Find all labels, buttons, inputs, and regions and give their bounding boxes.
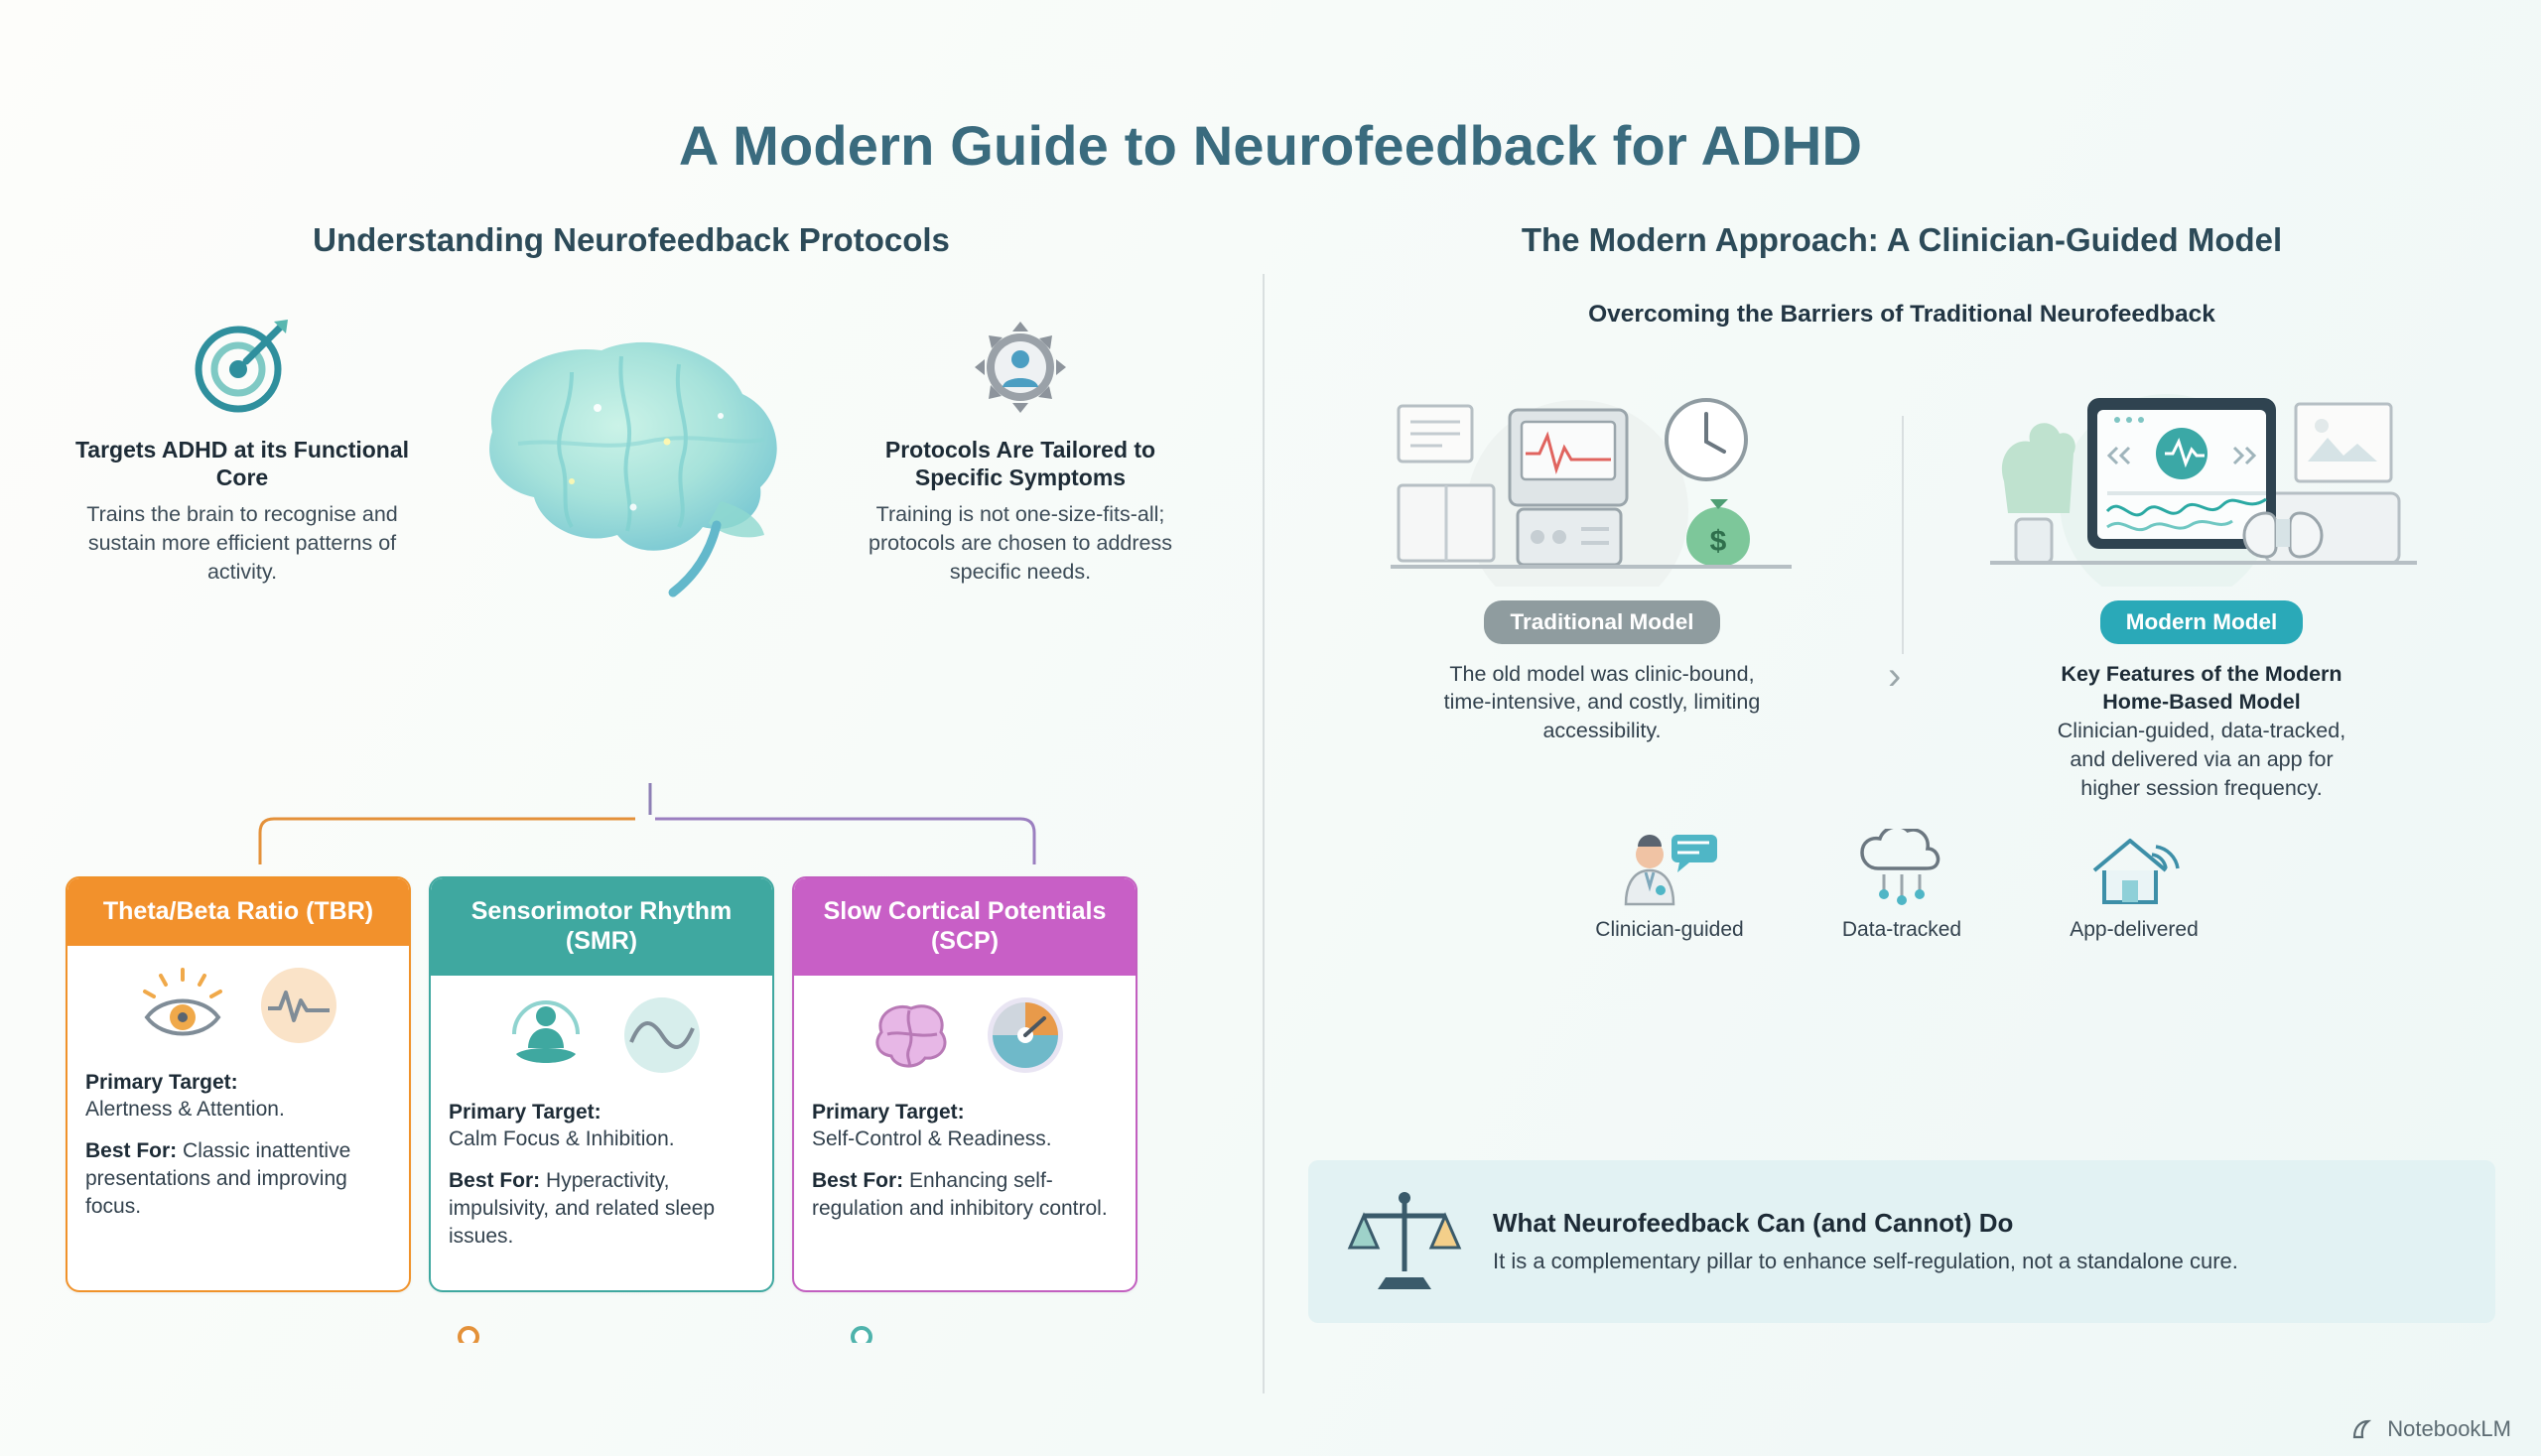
left-top-row	[0, 313, 1263, 610]
cloud-data-icon	[1803, 825, 2001, 910]
left-feature-target-body: Trains the brain to recognise and sustain more efficient patterns of activity.	[86, 502, 398, 584]
brand-footer	[2351, 1416, 2511, 1442]
tbr-primary-value: Alertness & Attention.	[85, 1098, 285, 1122]
smr-primary-label: Primary Target:	[449, 1100, 602, 1124]
scp-primary-label: Primary Target:	[812, 1100, 965, 1124]
eye-icon	[135, 964, 230, 1047]
smr-best-value: Hyperactivity, impulsivity, and related sleep issues.	[449, 1169, 716, 1249]
chevron-right-icon: ›	[1888, 653, 1902, 698]
scales-icon	[1342, 1186, 1467, 1297]
gauge-icon	[983, 993, 1068, 1078]
protocol-cards	[66, 876, 1137, 1293]
protocol-card-scp-header: Slow Cortical Potentials (SCP)	[794, 878, 1136, 976]
feature-data-label: Data-tracked	[1841, 917, 1962, 941]
tailored-protocol-icon	[852, 313, 1189, 422]
traditional-model	[1302, 358, 1902, 803]
target-icon	[73, 313, 411, 422]
sine-wave-icon	[619, 993, 705, 1078]
feature-clinician-guided	[1570, 825, 1769, 942]
protocol-card-tbr-header: Theta/Beta Ratio (TBR)	[67, 878, 409, 946]
callout-body: It is a complementary pillar to enhance self-regulation, not a standalone cure.	[1493, 1248, 2238, 1273]
right-panel	[1263, 221, 2541, 1343]
smr-primary-value: Calm Focus & Inhibition.	[449, 1127, 675, 1151]
left-feature-target	[73, 313, 411, 587]
modern-model	[1902, 358, 2501, 803]
traditional-model-caption: The old model was clinic-bound, time-intensive, and costly, limiting accessibility.	[1443, 661, 1761, 743]
brand-label: NotebookLM	[2387, 1415, 2511, 1441]
right-panel-subheading: Overcoming the Barriers of Traditional Neurofeedback	[1588, 300, 2215, 328]
waveform-icon	[256, 963, 341, 1048]
protocol-card-tbr-body	[67, 1065, 409, 1261]
left-feature-tailored-title: Protocols Are Tailored to Specific Symptoms	[884, 436, 1156, 491]
protocol-card-smr-icons	[431, 976, 772, 1095]
tbr-best-label: Best For:	[85, 1139, 178, 1163]
page-title: A Modern Guide to Neurofeedback for ADHD	[678, 113, 1863, 177]
feature-clinician-label: Clinician-guided	[1595, 917, 1744, 941]
brain-icon	[862, 993, 957, 1078]
traditional-model-pill: Traditional Model	[1484, 600, 1719, 644]
callout-card	[1308, 1160, 2495, 1323]
protocol-card-scp[interactable]	[792, 876, 1137, 1293]
modern-feature-row	[1263, 825, 2541, 942]
protocol-card-smr-body	[431, 1095, 772, 1291]
brain-illustration	[423, 313, 840, 610]
feature-app-label: App-delivered	[2070, 917, 2199, 941]
tablet-home-illustration	[1902, 358, 2501, 587]
left-panel	[0, 221, 1263, 1343]
left-feature-tailored-body: Training is not one-size-fits-all; protocols are chosen to address specific needs.	[869, 502, 1172, 584]
callout-text	[1493, 1208, 2238, 1275]
protocol-card-scp-icons	[794, 976, 1136, 1095]
clinic-equipment-illustration	[1302, 358, 1902, 587]
scp-best-value: Enhancing self-regulation and inhibitory control.	[812, 1169, 1108, 1221]
home-wifi-icon	[2035, 825, 2233, 910]
modern-model-pill: Modern Model	[2100, 600, 2304, 644]
tbr-primary-label: Primary Target:	[85, 1070, 238, 1094]
left-panel-heading: Understanding Neurofeedback Protocols	[313, 220, 950, 258]
column-divider	[1263, 274, 1265, 1393]
tbr-best-value: Classic inattentive presentations and improving focus.	[85, 1139, 351, 1219]
protocol-card-smr-header: Sensorimotor Rhythm (SMR)	[431, 878, 772, 976]
model-comparison	[1263, 358, 2541, 803]
modern-model-caption-title: Key Features of the Modern Home-Based Model	[2061, 661, 2342, 715]
left-feature-tailored	[852, 313, 1189, 587]
clinician-icon	[1570, 825, 1769, 910]
callout-title: What Neurofeedback Can (and Cannot) Do	[1493, 1207, 2014, 1238]
left-feature-target-title: Targets ADHD at its Functional Core	[74, 436, 410, 491]
infographic-body	[0, 221, 2541, 1343]
modern-model-caption-body: Clinician-guided, data-tracked, and delivered via an app for higher session frequency.	[2057, 719, 2346, 800]
feature-data-tracked	[1803, 825, 2001, 942]
protocol-card-tbr-icons	[67, 946, 409, 1065]
notebooklm-icon	[2351, 1418, 2377, 1440]
modern-model-caption	[2038, 660, 2365, 803]
meditation-icon	[498, 991, 594, 1080]
right-panel-heading: The Modern Approach: A Clinician-Guided Model	[1521, 220, 2283, 258]
feature-app-delivered	[2035, 825, 2233, 942]
protocol-card-smr[interactable]	[429, 876, 774, 1293]
smr-best-label: Best For:	[449, 1169, 541, 1193]
protocol-card-scp-body	[794, 1095, 1136, 1263]
svg-text:$: $	[1709, 524, 1727, 558]
scp-best-label: Best For:	[812, 1169, 904, 1193]
protocol-card-tbr[interactable]	[66, 876, 411, 1293]
scp-primary-value: Self-Control & Readiness.	[812, 1127, 1052, 1151]
